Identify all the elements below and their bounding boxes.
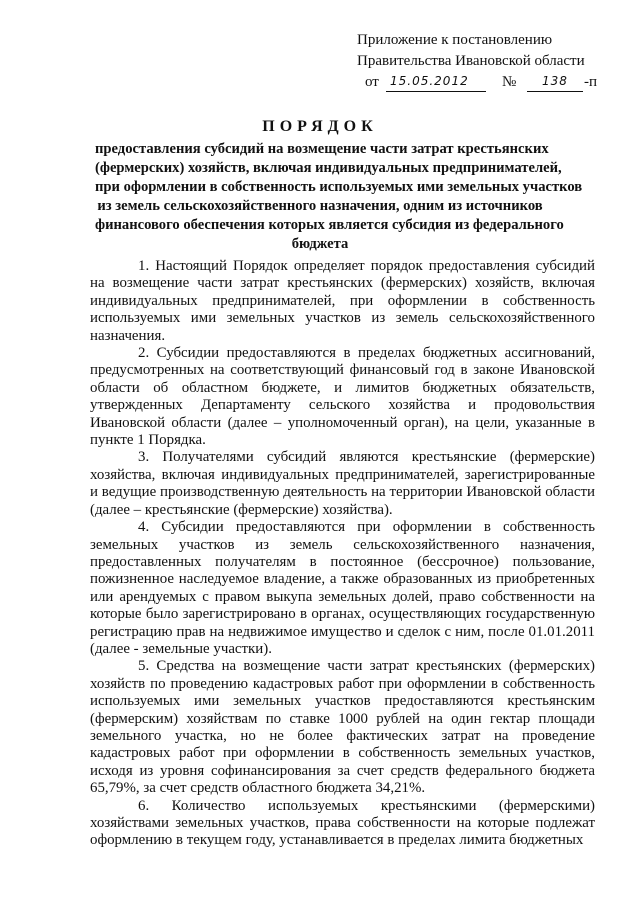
number-field <box>527 72 583 92</box>
date-field <box>386 72 486 92</box>
handwritten-date: 15.05.2012 <box>390 74 469 88</box>
handwritten-number: 138 <box>542 74 568 88</box>
subtitle-line: бюджета <box>291 236 349 252</box>
number-suffix: -п <box>584 74 598 90</box>
appendix-date-number-line <box>357 72 607 94</box>
number-label: № <box>502 74 517 90</box>
paragraph-5: 5. Средства на возмещение части затрат крестьянских (фермерских) хозяйств по проведению кадастровых работ при оформлении в собственность используемых ими земельных участков предоставляются крестьянским (фермерским) хозяйствам по ставке 1000 рублей на один гектар площади земельного участка, но не более фактических затрат на проведение кадастровых работ при оформлении в собственность земельных участков, исходя из уровня софинансирования за счет средств федерального бюджета 65,79%, за счет средств областного бюджета 34,21%. <box>90 658 595 797</box>
subtitle-line: при оформлении в собственность используемых ими земельных участков <box>95 179 583 195</box>
paragraph-2: 2. Субсидии предоставляются в пределах бюджетных ассигнований, предусмотренных на соответствующий финансовый год в законе Ивановской области об областном бюджете, и лимитов бюджетных обязательств, утвержденных Департаменту сельского хозяйства и продовольствия Ивановской области (далее – уполномоченный орган), на цели, указанные в пункте 1 Порядка. <box>90 345 595 449</box>
document-body <box>90 258 595 850</box>
paragraph-6: 6. Количество используемых крестьянскими (фермерскими) хозяйствами земельных участков, права собственности на которые подлежат оформлению в текущем году, устанавливается в пределах лимита бюджетных <box>90 797 595 849</box>
subtitle-line: предоставления субсидий на возмещение части затрат крестьянских <box>95 141 549 157</box>
from-label: от <box>365 74 379 90</box>
paragraph-1: 1. Настоящий Порядок определяет порядок предоставления субсидий на возмещение части затрат крестьянских (фермерских) хозяйств, включая индивидуальных предпринимателей, при оформлении в собственность используемых ими земельных участков из земель сельскохозяйственного назначения. <box>90 258 595 344</box>
paragraph-4: 4. Субсидии предоставляются при оформлении в собственность земельных участков из земель сельскохозяйственного назначения, предоставленных получателям в постоянное (бессрочное) пользование, пожизненное наследуемое владение, а также образованных из приобретенных или арендуемых с правом выкупа земельных долей, право собственности на которые было зарегистрировано в органах, осуществляющих государственную регистрацию прав на недвижимое имущество и сделок с ним, после 01.01.2011 (далее - земельные участки). <box>90 519 595 657</box>
subtitle-line: из земель сельскохозяйственного назначения, одним из источников <box>97 198 543 214</box>
document-subtitle <box>95 140 583 254</box>
subtitle-line: финансового обеспечения которых является субсидия из федерального <box>95 217 564 233</box>
paragraph-3: 3. Получателями субсидий являются крестьянские (фермерские) хозяйства, включая индивидуальных предпринимателей, зарегистрированные и ведущие производственную деятельность на территории Ивановской области (далее – крестьянские (фермерские) хозяйства). <box>90 449 595 518</box>
document-title: ПОРЯДОК <box>262 118 378 135</box>
appendix-header <box>357 30 607 94</box>
appendix-line-2: Правительства Ивановской области <box>357 53 585 69</box>
subtitle-line: (фермерских) хозяйств, включая индивидуальных предпринимателей, <box>95 160 562 176</box>
appendix-line-1: Приложение к постановлению <box>357 32 553 48</box>
